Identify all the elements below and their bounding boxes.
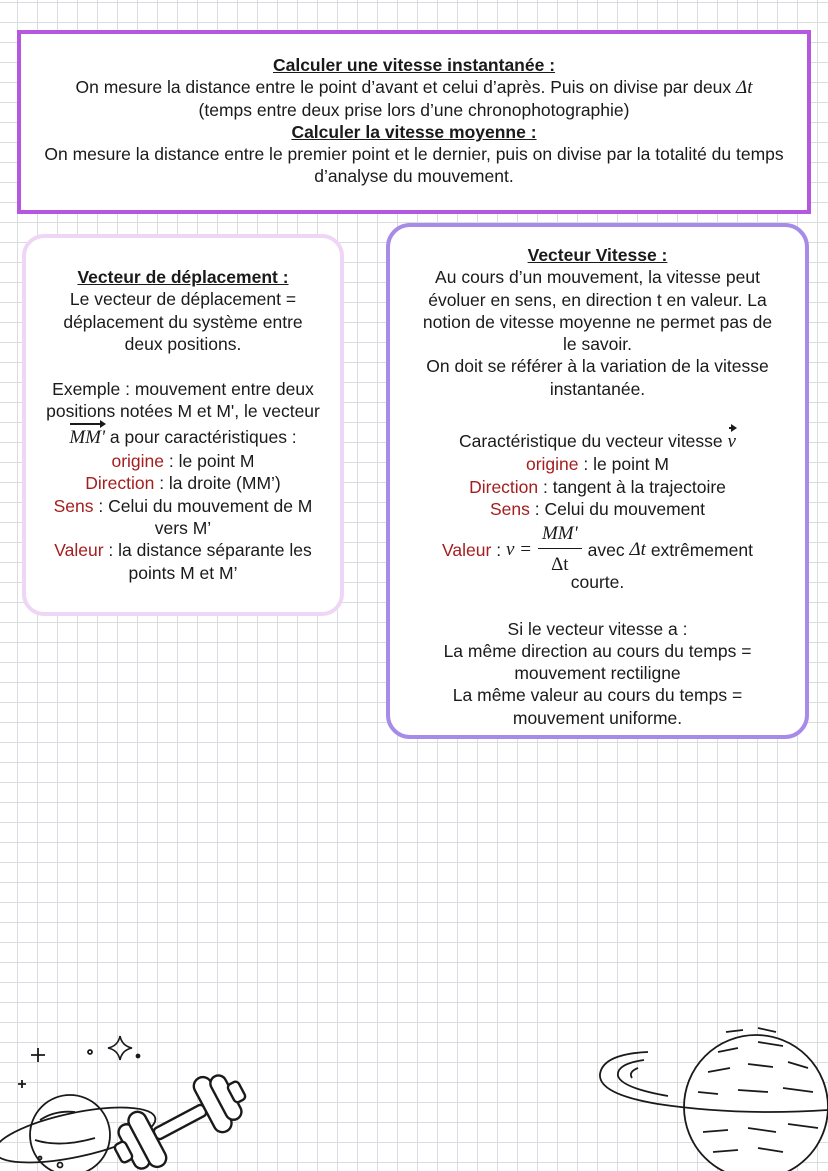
velocity-text: On doit se référer à la variation de la vitesse bbox=[426, 356, 769, 377]
velocity-heading: Vecteur Vitesse : bbox=[527, 245, 668, 265]
velocity-text: le savoir. bbox=[562, 334, 633, 355]
mean-speed-heading: Calculer la vitesse moyenne : bbox=[291, 122, 537, 142]
displacement-heading: Vecteur de déplacement : bbox=[77, 267, 289, 287]
displacement-text: déplacement du système entre bbox=[63, 311, 303, 332]
if-text: La même valeur au cours du temps = bbox=[452, 685, 743, 706]
velocity-text: notion de vitesse moyenne ne permet pas de bbox=[422, 311, 773, 332]
velocity-text: Au cours d’un mouvement, la vitesse peut bbox=[435, 267, 760, 288]
displacement-text: deux positions. bbox=[124, 334, 242, 355]
delta-t-symbol: Δt bbox=[736, 77, 753, 98]
vector-arrow-icon bbox=[70, 423, 104, 425]
velocity-text: instantanée. bbox=[549, 378, 646, 399]
formula-tail: courte. bbox=[570, 572, 625, 593]
if-text: mouvement rectiligne bbox=[514, 663, 681, 684]
instant-speed-text: On mesure la distance entre le point d’avant et celui d’après. Puis on divise par deux Δt bbox=[75, 77, 753, 98]
saturn-planet-icon bbox=[598, 1012, 828, 1171]
direction-line: Direction : tangent à la trajectoire bbox=[469, 476, 726, 497]
velocity-formula: Valeur : v = $\frac{MM'}{\Delta t}$ avec Δt extrêmement bbox=[442, 523, 753, 576]
vector-mm-prime: MM' bbox=[69, 422, 105, 449]
sens-line: Sens : Celui du mouvement de M bbox=[53, 495, 313, 516]
instant-speed-text-2: (temps entre deux prise lors d’une chronophotographie) bbox=[198, 100, 630, 120]
formula-fraction: $\frac{MM'}{\Delta t}$ bbox=[538, 524, 582, 575]
velocity-vector-box bbox=[386, 223, 809, 739]
example-text: positions notées M et M', le vecteur bbox=[46, 401, 320, 422]
dumbbell-icon bbox=[100, 1062, 260, 1171]
valeur-line-2: points M et M’ bbox=[128, 562, 238, 583]
valeur-line: Valeur : la distance séparante les bbox=[54, 540, 312, 561]
origine-line: origine : le point M bbox=[525, 454, 669, 475]
vector-v: v bbox=[728, 426, 736, 453]
sens-line: Sens : Celui du mouvement bbox=[490, 498, 705, 519]
instant-mean-speed-box bbox=[17, 30, 811, 214]
example-text: Exemple : mouvement entre deux bbox=[52, 378, 314, 399]
velocity-text: évoluer en sens, en direction t en valeur. La bbox=[428, 289, 767, 310]
characteristics-title: Caractéristique du vecteur vitesse v bbox=[398, 426, 797, 453]
origine-line: origine : le point M bbox=[111, 450, 255, 471]
formula-lhs: v = bbox=[505, 538, 532, 560]
mean-speed-text: On mesure la distance entre le premier point et le dernier, puis on divise par la totalité du temps d’analyse du mouvement. bbox=[44, 144, 784, 186]
if-text: Si le vecteur vitesse a : bbox=[507, 618, 688, 639]
if-text: La même direction au cours du temps = bbox=[443, 640, 752, 661]
direction-line: Direction : la droite (MM’) bbox=[85, 473, 281, 494]
vector-line: MM' a pour caractéristiques : bbox=[32, 422, 334, 449]
displacement-vector-box bbox=[22, 234, 344, 616]
instant-speed-heading: Calculer une vitesse instantanée : bbox=[272, 55, 556, 75]
displacement-text: Le vecteur de déplacement = bbox=[69, 289, 297, 310]
if-text: mouvement uniforme. bbox=[512, 707, 683, 728]
sens-line-2: vers M’ bbox=[154, 518, 212, 539]
vector-arrow-icon bbox=[729, 427, 735, 429]
sparkle-icon bbox=[31, 1048, 45, 1062]
